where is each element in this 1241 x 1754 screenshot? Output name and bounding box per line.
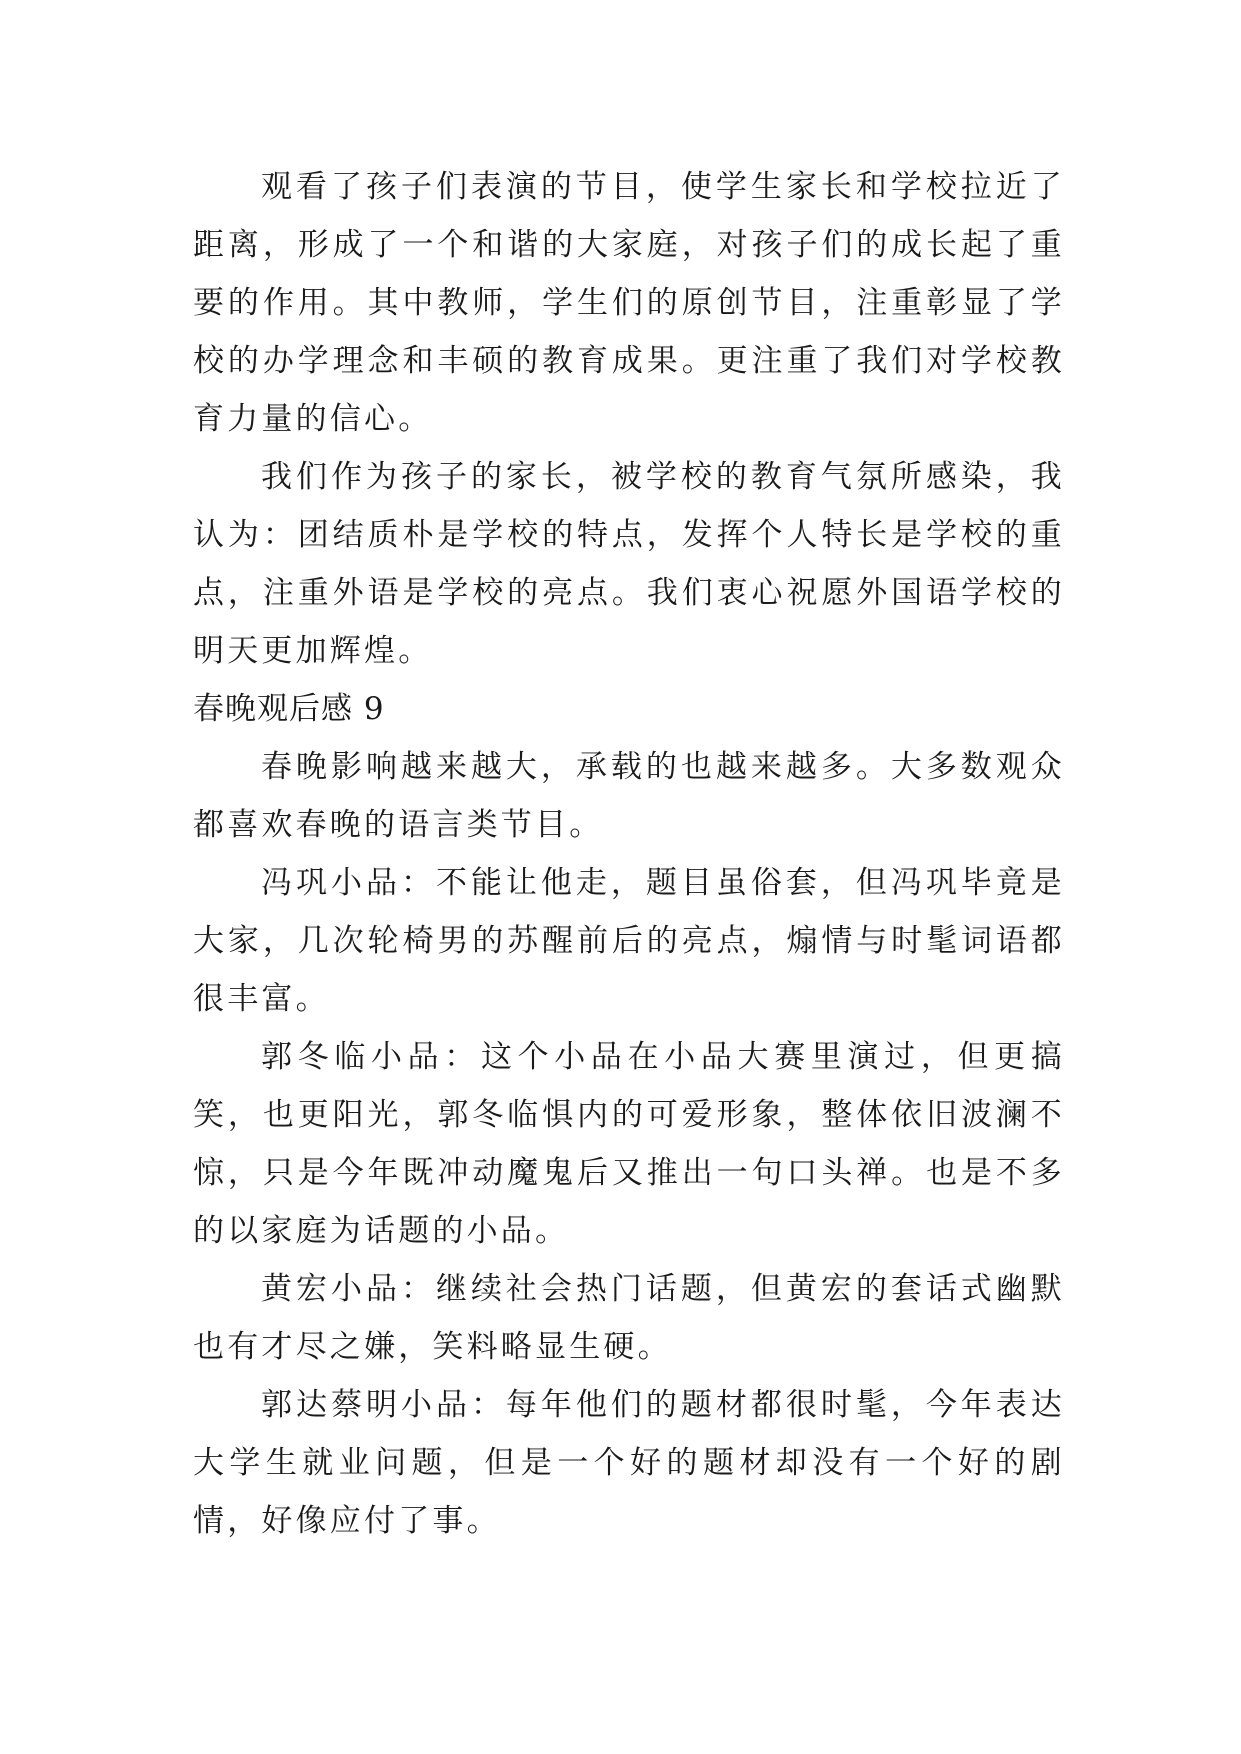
body-paragraph: 黄宏小品：继续社会热门话题，但黄宏的套话式幽默也有才尽之嫌，笑料略显生硬。: [193, 1271, 1065, 1365]
body-paragraph: 冯巩小品：不能让他走，题目虽俗套，但冯巩毕竟是大家，几次轮椅男的苏醒前后的亮点，煽情与时髦词语都很丰富。: [193, 865, 1065, 1017]
body-paragraph: 郭达蔡明小品：每年他们的题材都很时髦，今年表达大学生就业问题，但是一个好的题材却没有一个好的剧情，好像应付了事。: [193, 1387, 1065, 1539]
document-page: [193, 158, 1065, 1550]
body-paragraph: 郭冬临小品：这个小品在小品大赛里演过，但更搞笑，也更阳光，郭冬临惧内的可爱形象，整体依旧波澜不惊，只是今年既冲动魔鬼后又推出一句口头禅。也是不多的以家庭为话题的小品。: [193, 1039, 1065, 1249]
body-paragraph: 春晚影响越来越大，承载的也越来越多。大多数观众都喜欢春晚的语言类节目。: [193, 749, 1065, 843]
body-paragraph: 我们作为孩子的家长，被学校的教育气氛所感染，我认为：团结质朴是学校的特点，发挥个人特长是学校的重点，注重外语是学校的亮点。我们衷心祝愿外国语学校的明天更加辉煌。: [193, 459, 1065, 669]
body-paragraph: 观看了孩子们表演的节目，使学生家长和学校拉近了距离，形成了一个和谐的大家庭，对孩子们的成长起了重要的作用。其中教师，学生们的原创节目，注重彰显了学校的办学理念和丰硕的教育成果。更注重了我们对学校教育力量的信心。: [193, 169, 1065, 437]
section-heading: 春晚观后感 9: [193, 691, 385, 727]
